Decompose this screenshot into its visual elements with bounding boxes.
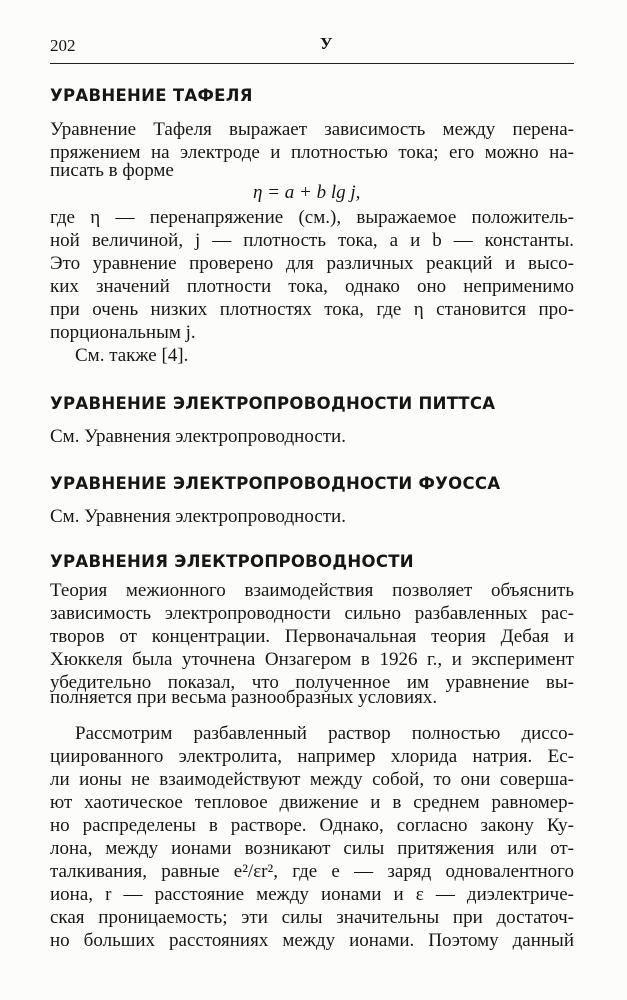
see-reference: См. Уравнения электропроводности. <box>50 426 346 447</box>
text-line: Это уравнение проверено для различных реакций и высо- <box>50 253 574 274</box>
text-line: но распределены в растворе. Однако, согласно закону Ку- <box>50 815 574 836</box>
section-title-conductivity: УРАВНЕНИЯ ЭЛЕКТРОПРОВОДНОСТИ <box>50 552 414 571</box>
see-also-reference: См. также [4]. <box>75 345 189 366</box>
text-line: писать в форме <box>50 160 174 181</box>
text-line: порциональным j. <box>50 322 196 343</box>
text-line: но больших расстояниях между ионами. Поэтому данный <box>50 930 574 951</box>
running-head: У <box>320 34 333 53</box>
see-reference: См. Уравнения электропроводности. <box>50 506 346 527</box>
text-line: при очень низких плотностях тока, где η становится про- <box>50 299 574 320</box>
header-rule <box>50 63 574 64</box>
text-line: ких значений плотности тока, однако оно неприменимо <box>50 276 574 297</box>
section-title-tafel: УРАВНЕНИЕ ТАФЕЛЯ <box>50 86 253 105</box>
section-title-pitts: УРАВНЕНИЕ ЭЛЕКТРОПРОВОДНОСТИ ПИТТСА <box>50 394 496 413</box>
text-line: где η — перенапряжение (см.), выражаемое положитель- <box>50 207 574 228</box>
text-line: ют хаотическое тепловое движение и в среднем равномер- <box>50 792 574 813</box>
text-line: циированного электролита, например хлорида натрия. Ес- <box>50 746 574 767</box>
text-line: пряжением на электроде и плотностью тока; его можно на- <box>50 142 574 163</box>
text-line: Теория межионного взаимодействия позволяет объяснить <box>50 580 574 601</box>
text-line: Рассмотрим разбавленный раствор полностью диссо- <box>75 723 574 744</box>
tafel-formula: η = a + b lg j, <box>253 182 361 203</box>
text-line: Хюккеля была уточнена Онзагером в 1926 г., и эксперимент <box>50 649 574 670</box>
text-line: иона, r — расстояние между ионами и ε — диэлектриче- <box>50 884 574 905</box>
text-line: талкивания, равные e²/εr², где e — заряд одновалентного <box>50 861 574 882</box>
text-line: лона, между ионами возникают силы притяжения или от- <box>50 838 574 859</box>
text-line: полняется при весьма разнообразных условиях. <box>50 687 438 708</box>
page-number: 202 <box>50 36 76 55</box>
text-line: ская проницаемость; эти силы значительны при достаточ- <box>50 907 574 928</box>
text-line: ной величиной, j — плотность тока, a и b — константы. <box>50 230 574 251</box>
text-line: зависимость электропроводности сильно разбавленных рас- <box>50 603 574 624</box>
text-line: убедительно показал, что полученное им уравнение вы- <box>50 672 574 693</box>
text-line: творов от концентрации. Первоначальная теория Дебая и <box>50 626 574 647</box>
text-line: ли ионы не взаимодействуют между собой, то они соверша- <box>50 769 574 790</box>
section-title-fuoss: УРАВНЕНИЕ ЭЛЕКТРОПРОВОДНОСТИ ФУОССА <box>50 474 501 493</box>
text-line: Уравнение Тафеля выражает зависимость между перена- <box>50 119 574 140</box>
